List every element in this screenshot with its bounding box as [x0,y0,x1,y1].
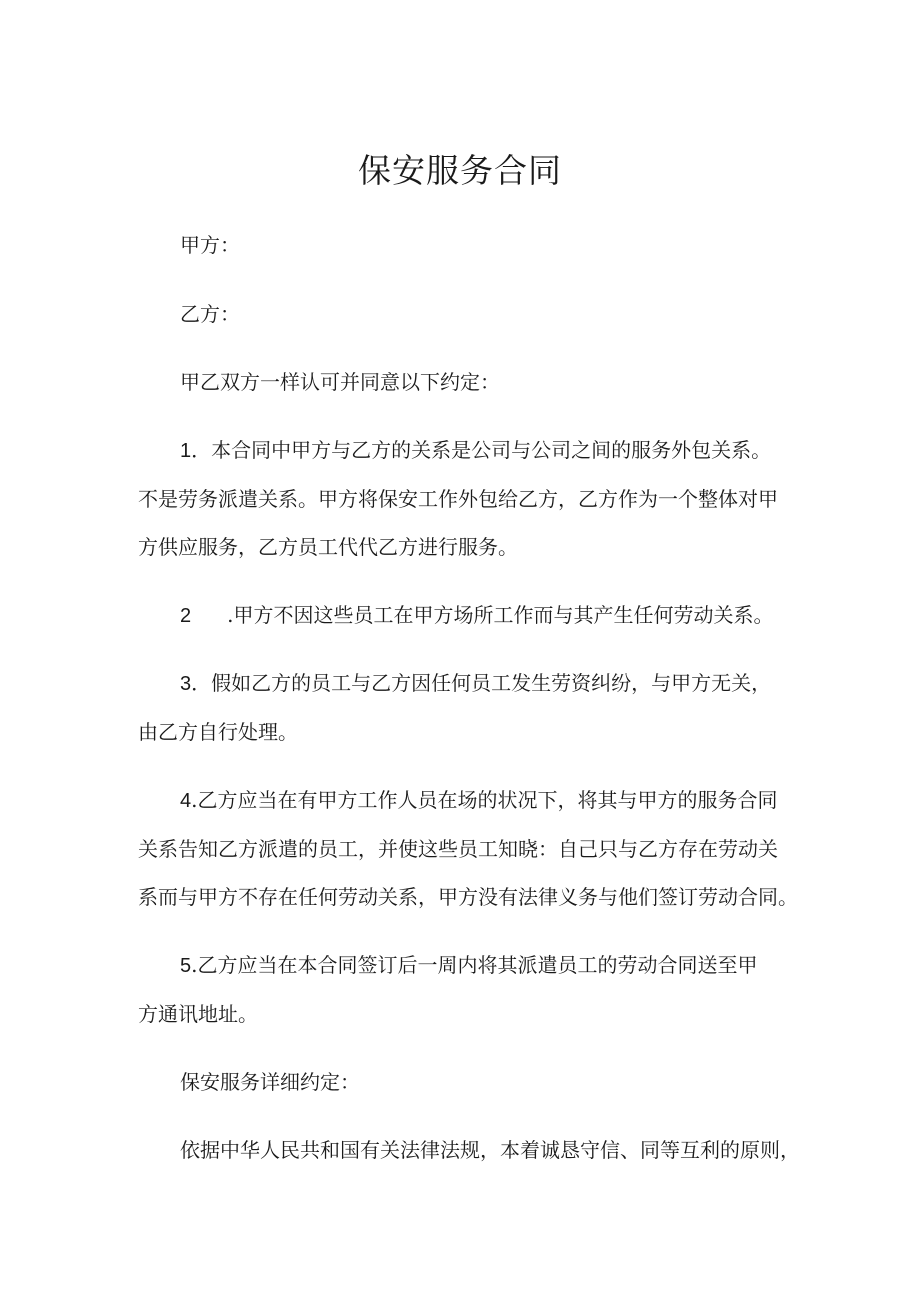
clause-2-line-1: 2 .甲方不因这些员工在甲方场所工作而与其产生任何劳动关系。 [180,603,774,627]
detail-heading: 保安服务详细约定： [180,1070,360,1094]
party-a-label: 甲方： [180,233,240,257]
clause-1-number: 1 [180,440,192,462]
clause-3-number: 3 [180,673,192,695]
clause-3-line-1: 3．假如乙方的员工与乙方因任何员工发生劳资纠纷，与甲方无关， [180,671,772,695]
clause-1-line-2: 不是劳务派遣关系。甲方将保安工作外包给乙方，乙方作为一个整体对甲 [138,487,778,511]
clause-4-line-1: 4.乙方应当在有甲方工作人员在场的状况下，将其与甲方的服务合同 [180,788,778,812]
detail-text: 依据中华人民共和国有关法律法规，本着诚恳守信、同等互利的原则， [180,1138,800,1162]
clause-5-line-2: 方通讯地址。 [138,1002,258,1026]
clause-2-number: 2 [180,605,192,627]
clause-4-line-2: 关系告知乙方派遣的员工，并使这些员工知晓：自己只与乙方存在劳动关 [138,837,778,861]
clause-5-number: 5 [180,955,192,977]
clause-4-line-3: 系而与甲方不存在任何劳动关系，甲方没有法律义务与他们签订劳动合同。 [138,885,798,909]
clause-1-line-3: 方供应服务，乙方员工代代乙方进行服务。 [138,535,518,559]
document-title: 保安服务合同 [358,151,562,190]
clause-3-line-2: 由乙方自行处理。 [138,720,298,744]
clause-1-line-1: 1．本合同中甲方与乙方的关系是公司与公司之间的服务外包关系。 [180,438,772,462]
clause-4-number: 4 [180,790,192,812]
clause-5-line-1: 5.乙方应当在本合同签订后一周内将其派遣员工的劳动合同送至甲 [180,953,758,977]
intro-text: 甲乙双方一样认可并同意以下约定： [180,370,500,394]
party-b-label: 乙方： [180,302,240,326]
